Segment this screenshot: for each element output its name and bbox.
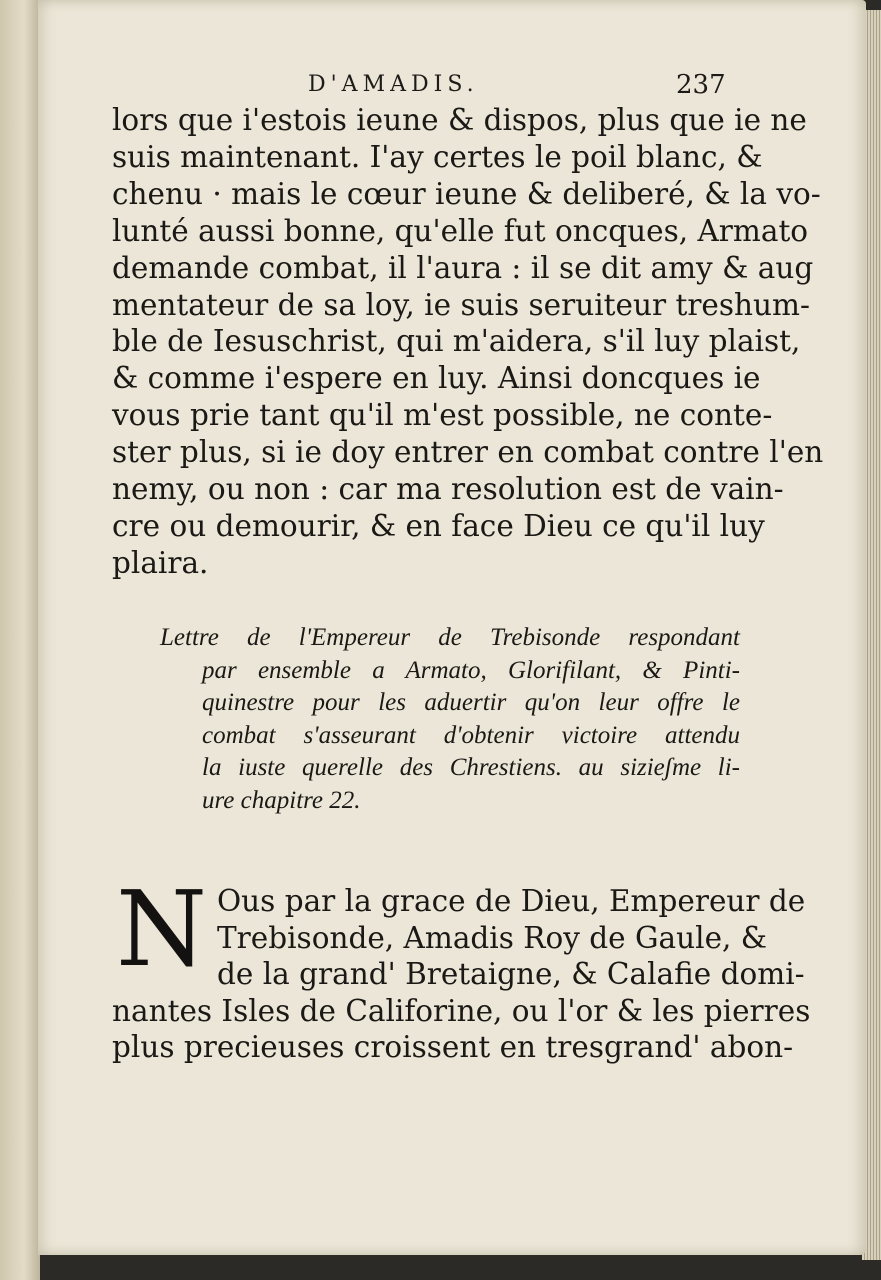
letter-line: Ous par la grace de Dieu, Empereur de bbox=[217, 884, 806, 918]
body-line: chenu · mais le cœur ieune & deliberé, & la vo- bbox=[112, 176, 821, 211]
body-text bbox=[112, 102, 824, 582]
heading-line: quinestre pour les aduertir qu'on leur offre le bbox=[202, 689, 740, 716]
body-line: cre ou demourir, & en face Dieu ce qu'il luy bbox=[112, 508, 765, 543]
body-line: demande combat, il l'aura : il se dit amy & aug bbox=[112, 250, 814, 285]
drop-cap: N bbox=[116, 868, 207, 990]
heading-line: Lettre de l'Empereur de Trebisonde respondant bbox=[160, 624, 740, 651]
body-line: lunté aussi bonne, qu'elle fut oncques, Armato bbox=[112, 213, 809, 248]
body-line: nemy, ou non : car ma resolution est de vain- bbox=[112, 472, 784, 507]
chapter-heading bbox=[160, 622, 740, 817]
heading-line: ure chapitre 22. bbox=[202, 786, 361, 814]
body-line: ble de Iesuschrist, qui m'aidera, s'il luy plaist, bbox=[112, 324, 801, 359]
body-line: plaira. bbox=[112, 545, 209, 580]
body-line: suis maintenant. I'ay certes le poil blanc, & bbox=[112, 139, 763, 174]
letter-line: Trebisonde, Amadis Roy de Gaule, & bbox=[217, 920, 768, 955]
body-line: ster plus, si ie doy entrer en combat contre l'en bbox=[112, 435, 824, 470]
letter-line: de la grand' Bretaigne, & Calafie domi- bbox=[217, 957, 805, 992]
heading-line: combat s'asseurant d'obtenir victoire attendu bbox=[202, 721, 740, 749]
letter-text bbox=[112, 868, 811, 1066]
body-line: lors que i'estois ieune & dispos, plus que ie ne bbox=[112, 103, 807, 137]
body-line: & comme i'espere en luy. Ainsi doncques ie bbox=[112, 361, 761, 396]
body-line: mentateur de sa loy, ie suis seruiteur treshum- bbox=[112, 287, 810, 322]
running-head: D'AMADIS. bbox=[308, 72, 479, 97]
page-number: 237 bbox=[676, 70, 726, 100]
heading-line: la iuste querelle des Chrestiens. au sizieʃme li- bbox=[202, 754, 740, 781]
letter-line: nantes Isles de Califorine, ou l'or & les pierres bbox=[112, 993, 811, 1028]
body-line: vous prie tant qu'il m'est possible, ne conte- bbox=[112, 398, 773, 433]
letter-line: plus precieuses croissent en tresgrand' abon- bbox=[112, 1030, 794, 1065]
facing-page-edge bbox=[0, 0, 40, 1280]
heading-line: par ensemble a Armato, Glorifilant, & Pinti- bbox=[202, 656, 740, 684]
